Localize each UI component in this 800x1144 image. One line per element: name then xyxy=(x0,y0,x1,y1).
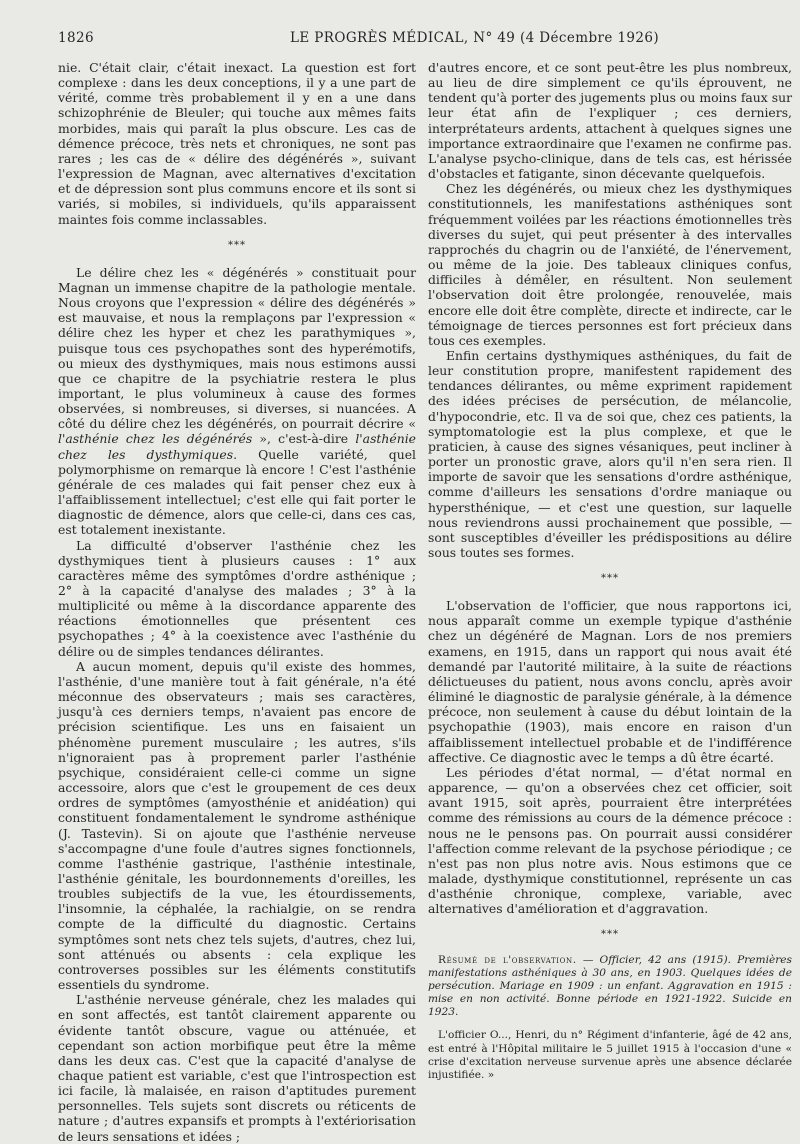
paragraph: Enfin certains dysthymiques asthéniques, du fait de leur constitution propre, manifestent rapidement des tendances délirantes, ou même expriment rapidement des idées précises de persécution, de mélancolie, d'hypocondrie, etc. Il va de soi que, chez ces patients, la symptomatologie est la plus complexe, et que le praticien, à cause des signes vésaniques, peut incliner à porter un pronostic grave, alors qu'il n'en sera rien. Il importe de savoir que les sensations d'ordre asthénique, comme d'ailleurs les sensations d'ordre maniaque ou hypersthénique, — et c'est une question, sur laquelle nous reviendrons aussi prochainement que possible, — sont susceptibles d'éveiller les prédispositions au délire sous toutes ses formes. xyxy=(428,347,792,560)
section-separator xyxy=(428,574,792,584)
observation-text: L'officier O..., Henri, du n° Régiment d'infanterie, âgé de 42 ans, est entré à l'Hôpital militaire le 5 juillet 1915 à l'occasion d'une « crise d'excitation nerveuse survenue après une absence déclarée injustifiée. » xyxy=(428,1029,792,1082)
text-run: », c'est-à-dire xyxy=(252,431,356,447)
page-number: 1826 xyxy=(58,30,94,46)
left-column xyxy=(58,60,416,1144)
paragraph: La difficulté d'observer l'asthénie chez les dysthymiques tient à plusieurs causes : 1° aux caractères même des symptômes d'ordre asthénique ; 2° à la capacité d'analyse des malades ; 3° à la multiplicité ou même à la discordance apparente des réactions émotionnelles que présentent ces psychopathes ; 4° à la coexistence avec l'asthénie du délire ou de simples tendances délirantes. xyxy=(58,537,416,659)
paragraph: d'autres encore, et ce sont peut-être les plus nombreux, au lieu de dire simplement ce qu'ils éprouvent, ne tendent qu'à porter des jugements plus ou moins faux sur leur état afin de l'expliquer ; ces derniers, interprétateurs ardents, attachent à quelques signes une importance extraordinaire que l'examen ne confirme pas. L'analyse psycho-clinique, dans de tels cas, est hérissée d'obstacles et fatigante, sinon décevante quelquefois. xyxy=(428,60,792,182)
text-run: . Quelle variété, quel polymorphisme on remarque là encore ! C'est l'asthénie générale de ces malades qui fait penser chez eux à l'affaiblissement intellectuel; c'est elle qui fait porter le diagnostic de démence, alors que celle-ci, dans ces cas, est totalement inexistante. xyxy=(58,446,416,538)
italic-term: l'asthénie chez les dysthymiques xyxy=(58,431,416,462)
italic-term: l'asthénie chez les dégénérés xyxy=(58,431,253,447)
text-run: Le délire chez les « dégénérés » constituait pour Magnan un immense chapitre de la pathologie mentale. Nous croyons que l'expression « délire des dégénérés » est mauvaise, et nous la remplaçons par l'expression « délire chez les hyper et chez les parathymiques », puisque tous ces psychopathes sont des hyperémotifs, ou mieux des dysthymiques, mais nous estimons aussi que ce chapitre de la psychiatrie restera le plus important, le plus volumineux à cause des formes observées, si nombreuses, si diverses, si nuancées. A côté du délire chez les dégénérés, on pourrait décrire « xyxy=(58,264,416,432)
paragraph: nie. C'était clair, c'était inexact. La question est fort complexe : dans les deux conceptions, il y a une part de vérité, comme très probablement il y en a une dans schizophrénie de Bleuler; qui touche aux mêmes faits morbides, mais qui paraît la plus obscure. Les cas de démence précoce, très nets et chroniques, ne sont pas rares ; les cas de « délire des dégénérés », suivant l'expression de Magnan, avec alternatives d'excitation et de dépression sont plus communs encore et ils sont si variés, si mobiles, si individuels, qu'ils apparaissent maintes fois comme inclassables. xyxy=(58,60,416,227)
asterism: *** xyxy=(601,929,619,941)
paragraph: A aucun moment, depuis qu'il existe des hommes, l'asthénie, d'une manière tout à fait générale, n'a été méconnue des observateurs ; mais ses caractères, jusqu'à ces derniers temps, n'avaient pas encore de précision scientifique. Les uns en faisaient un phénomène purement musculaire ; les autres, s'ils n'ignoraient pas à proprement parler l'asthénie psychique, considéraient celle-ci comme un signe accessoire, alors que c'est le groupement de ces deux ordres de symptômes (amyosthénie et anidéation) qui constituent fondamentalement le syndrome asthénique (J. Tastevin). Si on ajoute que l'asthénie nerveuse s'accompagne d'une foule d'autres signes fonctionnels, comme l'asthénie gastrique, l'asthénie intestinale, l'asthénie génitale, les bourdonnements d'oreilles, les troubles subjectifs de la vue, les étourdissements, l'insomnie, la céphalée, la rachialgie, on se rendra compte de la difficulté du diagnostic. Certains symptômes sont nets chez tels sujets, d'autres, chez lui, sont atténués ou absents : cela explique les controverses possibles sur les éléments constitutifs essentiels du syndrome. xyxy=(58,658,416,993)
right-column xyxy=(428,60,792,1082)
asterism: *** xyxy=(601,573,619,585)
summary-text: — Officier, 42 ans (1915). Premières manifestations asthéniques à 30 ans, en 1903. Quelques idées de persécution. Mariage en 1909 : un enfant. Aggravation en 1915 : mise en non activité. Bonne période en 1921-1922. Suicide en 1923. xyxy=(428,954,792,1018)
paragraph: Chez les dégénérés, ou mieux chez les dysthymiques constitutionnels, les manifestations asthéniques sont fréquemment voilées par les réactions émotionnelles très diverses du sujet, qui peut présenter à des intervalles rapprochés du chagrin ou de l'anxiété, de l'énervement, ou même de la joie. Des tableaux cliniques confus, difficiles à démêler, en résultent. Non seulement l'observation doit être prolongée, renouvelée, mais encore elle doit être complète, directe et indirecte, car le témoignage de tierces personnes est fort précieux dans tous ces exemples. xyxy=(428,181,792,348)
section-separator xyxy=(428,930,792,940)
asterism: *** xyxy=(228,239,246,251)
paragraph xyxy=(58,265,416,538)
running-title: LE PROGRÈS MÉDICAL, N° 49 (4 Décembre 1926) xyxy=(290,30,660,46)
paragraph: Les périodes d'état normal, — d'état normal en apparence, — qu'on a observées chez cet officier, soit avant 1915, soit après, pourraient être interprétées comme des rémissions au cours de la démence précoce : nous ne le pensons pas. On pourrait aussi considérer l'affection comme relevant de la psychose périodique ; ce n'est pas non plus notre avis. Nous estimons que ce malade, dysthymique constitutionnel, représente un cas d'asthénie chronique, complexe, variable, avec alternatives d'amélioration et d'aggravation. xyxy=(428,764,792,917)
summary-label: Résumé de l'observation. xyxy=(438,954,577,967)
observation-summary xyxy=(428,954,792,1018)
paragraph: L'asthénie nerveuse générale, chez les malades qui en sont affectés, est tantôt clairement apparente ou évidente tantôt obscure, vague ou atténuée, et cependant son action morbifique peut être la même dans les deux cas. C'est que la capacité d'analyse de chaque patient est variable, c'est que l'introspection est ici facile, là malaisée, en raison d'aptitudes purement personnelles. Tels sujets sont discrets ou réticents de nature ; d'autres expansifs et prompts à l'extériorisation de leurs sensations et idées ; xyxy=(58,992,416,1144)
section-separator xyxy=(58,241,416,251)
paragraph: L'observation de l'officier, que nous rapportons ici, nous apparaît comme un exemple typique d'asthénie chez un dégénéré de Magnan. Lors de nos premiers examens, en 1915, dans un rapport qui nous avait été demandé par l'autorité militaire, à la suite de réactions délictueuses du patient, nous avons conclu, après avoir éliminé le diagnostic de paralysie générale, à la démence précoce, non seulement à cause du début lointain de la psychopathie (1903), mais encore en raison d'un affaiblissement intellectuel probable et de l'indifférence affective. Ce diagnostic avec le temps a dû être écarté. xyxy=(428,598,792,765)
